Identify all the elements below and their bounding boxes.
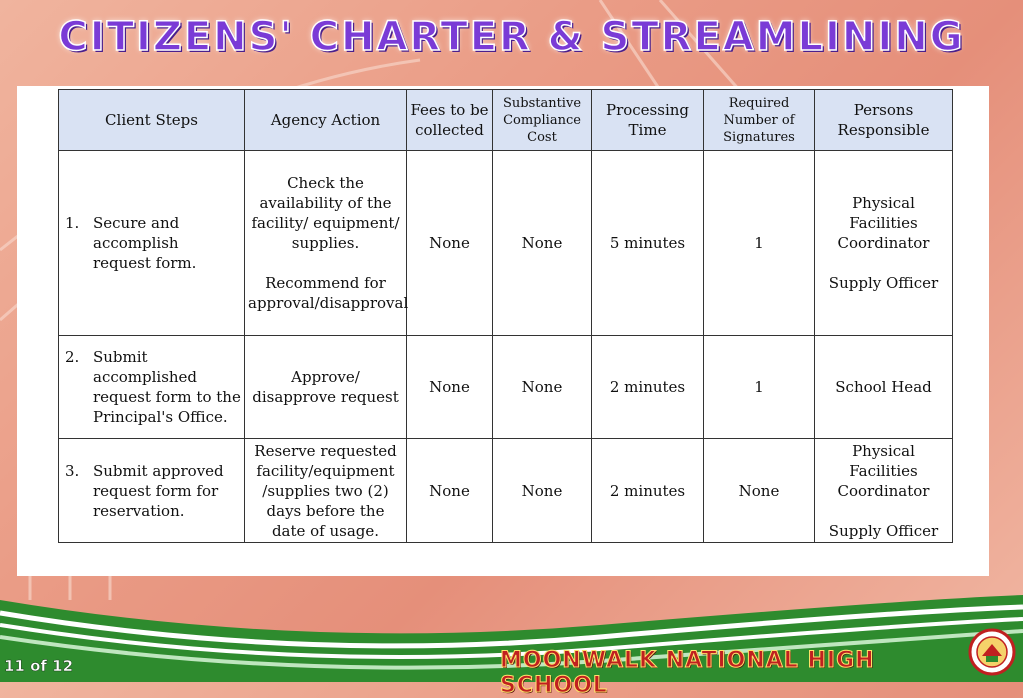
agency-action-cell: Reserve requested facility/equipment /supplies two (2) days before the date of usage. <box>245 439 407 543</box>
header-fees: Fees to be collected <box>407 90 493 151</box>
client-step-cell <box>59 439 245 543</box>
person-text: Physical Facilities Coordinator <box>837 194 930 252</box>
client-step-cell <box>59 151 245 336</box>
fees-cell: None <box>407 439 493 543</box>
signatures-cell: 1 <box>704 151 815 336</box>
header-substantive-cost: Substantive Compliance Cost <box>493 90 592 151</box>
person-text: Supply Officer <box>828 521 939 540</box>
persons-cell <box>815 439 953 543</box>
signatures-cell: None <box>704 439 815 543</box>
header-persons: Persons Responsible <box>815 90 953 151</box>
person-text: Physical Facilities Coordinator <box>837 441 930 500</box>
time-cell: 2 minutes <box>592 439 704 543</box>
school-name: MOONWALK NATIONAL HIGH SCHOOL <box>500 648 875 698</box>
header-agency-action: Agency Action <box>245 90 407 151</box>
persons-cell: School Head <box>815 336 953 439</box>
agency-action-cell: Approve/ disapprove request <box>245 336 407 439</box>
content-panel <box>17 86 989 576</box>
step-number: 2. <box>65 348 80 366</box>
agency-action-text: Recommend for approval/disapproval <box>248 274 409 312</box>
person-text: Supply Officer <box>828 274 939 292</box>
agency-action-text: Check the availability of the facility/ equipment/ supplies. <box>251 174 400 252</box>
header-signatures: Required Number of Signatures <box>704 90 815 151</box>
page-indicator: 11 of 12 <box>4 657 74 675</box>
time-cell: 2 minutes <box>592 336 704 439</box>
persons-cell <box>815 151 953 336</box>
step-text: Submit approved request form for reservation. <box>93 461 224 520</box>
school-seal-icon <box>968 628 1016 676</box>
table-row <box>59 151 953 336</box>
table-row <box>59 439 953 543</box>
table-header-row <box>59 90 953 151</box>
cost-cell: None <box>493 151 592 336</box>
agency-action-cell <box>245 151 407 336</box>
step-text: Secure and accomplish request form. <box>93 214 197 272</box>
charter-table <box>58 89 953 543</box>
cost-cell: None <box>493 336 592 439</box>
fees-cell: None <box>407 336 493 439</box>
header-client-steps: Client Steps <box>59 90 245 151</box>
header-processing-time: Processing Time <box>592 90 704 151</box>
fees-cell: None <box>407 151 493 336</box>
cost-cell: None <box>493 439 592 543</box>
step-number: 3. <box>65 461 80 480</box>
time-cell: 5 minutes <box>592 151 704 336</box>
slide-title: CITIZENS' CHARTER & STREAMLINING <box>58 14 965 60</box>
signatures-cell: 1 <box>704 336 815 439</box>
step-text: Submit accomplished request form to the Principal's Office. <box>93 348 241 426</box>
step-number: 1. <box>65 214 80 232</box>
table-row <box>59 336 953 439</box>
client-step-cell <box>59 336 245 439</box>
